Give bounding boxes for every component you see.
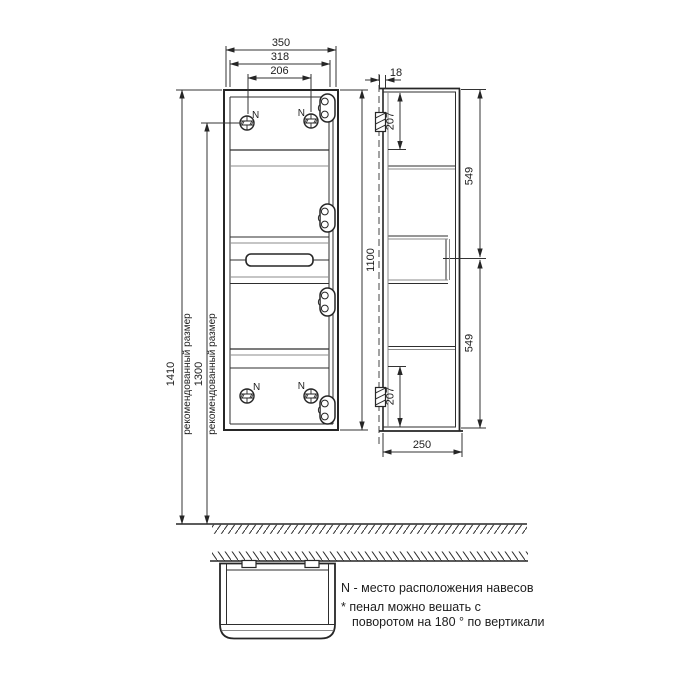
dim-549-lower: 549	[463, 333, 476, 353]
mount-label: N	[253, 382, 261, 393]
dim-18: 18	[389, 67, 403, 79]
door-handle	[246, 254, 313, 266]
legend-rotate-note-line1: * пенал можно вешать с	[341, 600, 481, 614]
recommended-size-label: рекомендованный размер	[182, 313, 193, 435]
dim-207-top: 207	[384, 111, 397, 131]
wall-hatch	[212, 552, 528, 561]
dim-1410: 1410	[165, 361, 177, 387]
mount-point-icon	[240, 389, 254, 403]
dim-350: 350	[271, 37, 291, 49]
legend-mount-note: N - место расположения навесов	[341, 581, 534, 595]
dim-206: 206	[270, 65, 289, 77]
hinge-icon	[318, 204, 335, 232]
legend-rotate-note-line2: поворотом на 180 ° по вертикали	[352, 615, 545, 629]
hinge-icon	[318, 396, 335, 424]
dim-207-bottom: 207	[384, 386, 397, 406]
dim-1100: 1100	[365, 248, 377, 272]
dim-250: 250	[412, 439, 432, 451]
front-view	[224, 90, 338, 430]
hinge-icon	[318, 94, 335, 122]
mount-label: N	[252, 110, 260, 121]
hinge-icon	[318, 288, 335, 316]
plan-outline	[220, 564, 335, 639]
plan-view	[220, 561, 335, 639]
mount-point-icon	[304, 389, 318, 403]
dim-549-upper: 549	[463, 166, 476, 186]
mount-point-icon	[304, 114, 318, 128]
mount-tab-icon	[242, 561, 256, 568]
floor-section	[176, 524, 527, 534]
mount-label: N	[297, 381, 305, 392]
dim-1300: 1300	[193, 361, 205, 387]
wall-section	[210, 552, 528, 562]
floor-hatch	[212, 525, 527, 534]
mount-tab-icon	[305, 561, 319, 568]
dim-318: 318	[270, 51, 290, 63]
mount-label: N	[297, 108, 305, 119]
recommended-size-label: рекомендованный размер	[207, 313, 218, 435]
